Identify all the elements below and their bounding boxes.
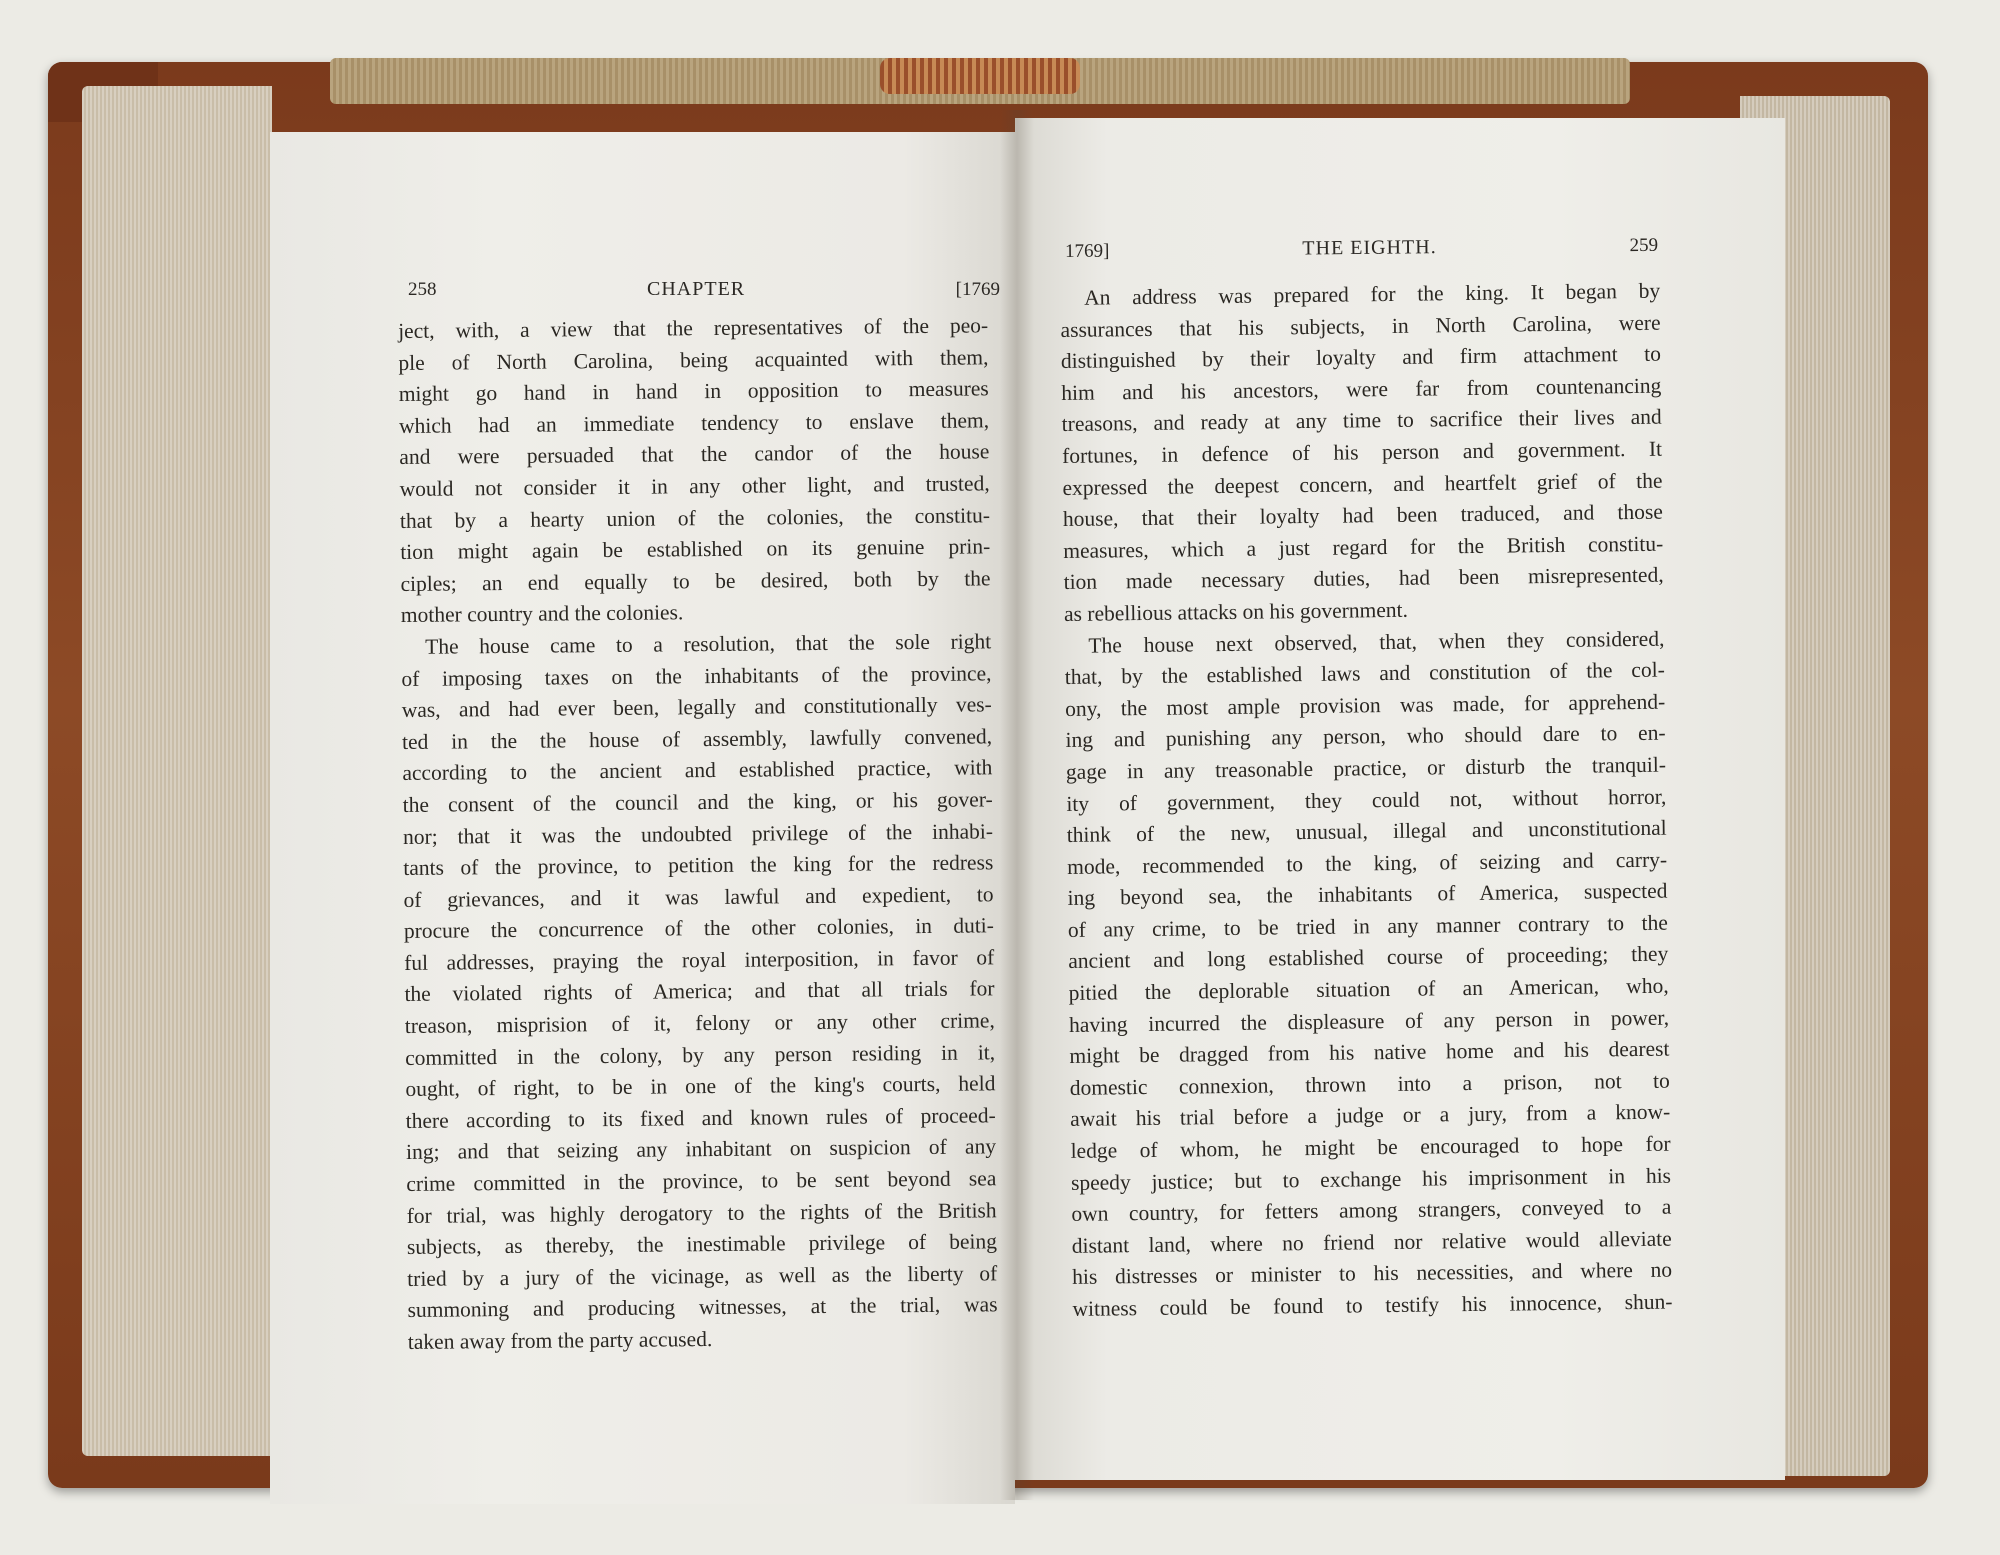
text-line: distant land, where no friend nor relative would alleviate	[1071, 1226, 1672, 1258]
text-line: that by a hearty union of the colonies, the constitu-	[399, 502, 991, 533]
text-line: speedy justice; but to exchange his imprisonment in his	[1070, 1163, 1672, 1195]
text-line: gage in any treasonable practice, or disturb the tranquil-	[1065, 752, 1667, 784]
left-running-title: CHAPTER	[647, 278, 746, 300]
text-line: assurances that his subjects, in North Carolina, were	[1060, 310, 1661, 342]
text-line: await his trial before a judge or a jury, from a know-	[1070, 1100, 1671, 1132]
text-line: and were persuaded that the candor of the house	[399, 439, 990, 470]
text-line: treasons, and ready at any time to sacrifice their lives and	[1061, 405, 1662, 437]
left-page-text	[398, 310, 998, 1358]
text-line: that, by the established laws and constitution of the col-	[1064, 657, 1665, 690]
text-line: fortunes, in defence of his person and government. It	[1061, 436, 1663, 468]
text-line: crime committed in the province, to be sent beyond sea	[406, 1166, 997, 1196]
text-line: treason, misprision of it, felony or any other crime,	[404, 1008, 995, 1039]
text-line: his distresses or minister to his necessities, and where no	[1072, 1258, 1673, 1290]
text-line: witness could be found to testify his innocence, shun-	[1072, 1289, 1673, 1321]
text-line: tion might again be established on its genuine prin-	[400, 534, 991, 565]
text-line: ing beyond sea, the inhabitants of America, suspected	[1067, 878, 1668, 911]
text-line: him and his ancestors, were far from countenancing	[1061, 373, 1662, 405]
text-line: house, that their loyalty had been traduced, and those	[1062, 499, 1663, 532]
text-line: nor; that it was the undoubted privilege of the inhabi-	[402, 818, 994, 849]
text-line: might be dragged from his native home and his dearest	[1069, 1036, 1670, 1069]
text-line: as rebellious attacks on his government.	[1063, 597, 1409, 626]
right-page-number: 259	[1629, 234, 1659, 257]
text-line: mode, recommended to the king, of seizing and carry-	[1066, 847, 1668, 879]
text-line: ing; and that seizing any inhabitant on suspicion of any	[405, 1134, 997, 1165]
text-line: domestic connexion, thrown into a prison, not to	[1069, 1068, 1670, 1100]
text-line: which had an immediate tendency to enslave them,	[398, 408, 990, 438]
text-line: The house next observed, that, when they considered,	[1088, 626, 1665, 658]
text-line: of any crime, to be tried in any manner contrary to the	[1067, 910, 1669, 942]
text-line: procure the concurrence of the other colonies, in duti-	[403, 913, 994, 944]
left-year: [1769	[955, 279, 1000, 300]
text-line: committed in the colony, by any person residing in it,	[405, 1039, 996, 1070]
text-line: of imposing taxes on the inhabitants of the province,	[401, 660, 992, 691]
text-line: tion made necessary duties, had been misrepresented,	[1063, 562, 1664, 595]
spine-headband	[880, 58, 1080, 94]
text-line: might go hand in hand in opposition to measures	[398, 376, 989, 407]
left-running-head	[408, 278, 1000, 301]
text-line: tried by a jury of the vicinage, as well as the liberty of	[407, 1261, 998, 1291]
text-line: ple of North Carolina, being acquainted with them,	[398, 344, 989, 375]
text-line: the violated rights of America; and that all trials for	[404, 976, 995, 1007]
text-line: ancient and long established course of proceeding; they	[1068, 942, 1669, 974]
text-line: The house came to a resolution, that the sole right	[425, 629, 992, 659]
left-page-edges	[82, 86, 272, 1456]
text-line: distinguished by their loyalty and firm attachment to	[1060, 341, 1662, 374]
text-line: of grievances, and it was lawful and expedient, to	[403, 881, 994, 912]
text-line: ing and punishing any person, who should dare to en-	[1065, 720, 1666, 753]
right-running-title: THE EIGHTH.	[1302, 236, 1437, 260]
text-line: ject, with, a view that the representatives of the peo-	[398, 313, 989, 343]
text-line: summoning and producing witnesses, at the trial, was	[407, 1292, 998, 1323]
text-line: subjects, as thereby, the inestimable privilege of being	[406, 1229, 998, 1260]
text-line: taken away from the party accused.	[407, 1327, 713, 1354]
text-line: pitied the deplorable situation of an American, who,	[1068, 973, 1669, 1006]
text-line: measures, which a just regard for the British constitu-	[1063, 531, 1664, 563]
text-line: according to the ancient and established practice, with	[402, 755, 993, 786]
text-line: would not consider it in any other light, and trusted,	[399, 471, 990, 501]
text-line: think of the new, unusual, illegal and unconstitutional	[1066, 815, 1667, 848]
book-gutter	[1000, 110, 1034, 1500]
text-line: expressed the deepest concern, and heartfelt grief of the	[1062, 468, 1663, 500]
text-line: ought, of right, to be in one of the king's courts, held	[405, 1071, 996, 1102]
text-line: ciples; an end equally to be desired, both by the	[400, 566, 991, 596]
text-line: was, and had ever been, legally and constitutionally ves-	[401, 692, 992, 723]
right-page-text	[1060, 276, 1673, 1326]
right-year: 1769]	[1065, 240, 1110, 262]
text-line: ted in the the house of assembly, lawfully convened,	[401, 724, 993, 754]
text-line: own country, for fetters among strangers, conveyed to a	[1071, 1194, 1672, 1227]
text-line: having incurred the displeasure of any person in power,	[1068, 1005, 1670, 1037]
text-line: ful addresses, praying the royal interposition, in favor of	[404, 945, 995, 975]
text-line: the consent of the council and the king, or his gover-	[402, 787, 993, 817]
text-line: ledge of whom, he might be encouraged to hope for	[1070, 1131, 1671, 1163]
text-line: there according to its fixed and known rules of proceed-	[405, 1103, 996, 1133]
text-line: mother country and the colonies.	[400, 600, 684, 628]
text-line: ony, the most ample provision was made, for apprehend-	[1065, 689, 1666, 721]
text-line: tants of the province, to petition the king for the redress	[403, 850, 994, 881]
text-line: for trial, was highly derogatory to the rights of the British	[406, 1197, 997, 1228]
left-page-number: 258	[408, 279, 437, 300]
text-line: ity of government, they could not, without horror,	[1066, 784, 1667, 816]
text-line: An address was prepared for the king. It began by	[1084, 278, 1661, 310]
